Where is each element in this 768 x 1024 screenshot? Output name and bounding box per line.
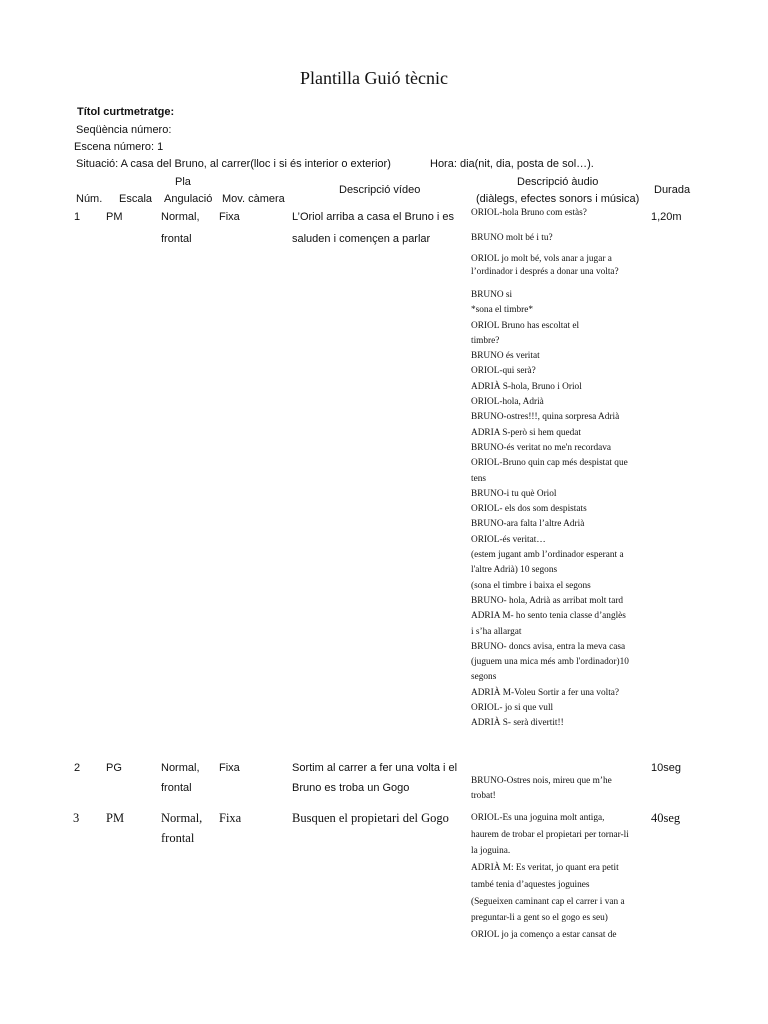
header-escala: Escala: [119, 193, 153, 205]
audio-line: segons: [471, 672, 497, 683]
header-mov: Mov. càmera: [222, 193, 285, 205]
row-video-2: Bruno es troba un Gogo: [292, 782, 410, 794]
header-angulacio: Angulació: [164, 193, 213, 205]
row-mov: Fixa: [219, 211, 240, 223]
row-angulacio-2: frontal: [161, 233, 192, 245]
audio-line: tens: [471, 473, 486, 484]
row-angulacio-2: frontal: [161, 782, 192, 794]
audio-line: BRUNO- hola, Adrià as arribat molt tard: [471, 595, 624, 606]
row-durada: 1,20m: [651, 211, 682, 223]
audio-line: BRUNO- doncs avisa, entra la meva casa: [471, 641, 626, 652]
audio-line: ORIOL-qui serà?: [471, 366, 536, 377]
header-durada: Durada: [654, 184, 691, 196]
audio-line: haurem de trobar el propietari per tornar-li: [471, 829, 629, 840]
row-video-1: Sortim al carrer a fer una volta i el: [292, 762, 458, 774]
row-video-1: L’Oriol arriba a casa el Bruno i es: [292, 211, 455, 223]
audio-line: ORIOL-hola, Adrià: [471, 397, 544, 408]
audio-line: ORIOL jo ja començo a estar cansat de: [471, 929, 617, 940]
audio-line: l’ordinador i després a donar una volta?: [471, 266, 619, 277]
audio-line: ORIOL- jo si que vull: [471, 703, 554, 714]
row-angulacio-1: Normal,: [161, 811, 203, 825]
audio-line: ORIOL-Bruno quin cap més despistat que: [471, 458, 628, 469]
audio-line: BRUNO-Ostres nois, mireu que m’he: [471, 776, 612, 786]
escena-label: Escena número: 1: [74, 141, 164, 153]
audio-line: ORIOL-hola Bruno com estàs?: [471, 208, 587, 218]
audio-line: ADRIÀ S-hola, Bruno i Oriol: [471, 381, 582, 392]
row-audio-b: [471, 231, 653, 246]
row-angulacio-1: Normal,: [161, 211, 200, 223]
audio-line: també tenia d’aquestes joguines: [471, 879, 590, 890]
row-video-1: Busquen el propietari del Gogo: [292, 811, 449, 825]
header-pla: Pla: [175, 176, 191, 188]
header-audio-2: (diàlegs, efectes sonors i música): [476, 193, 640, 205]
titol-label: Títol curtmetratge:: [77, 106, 175, 118]
audio-line: l'altre Adrià) 10 segons: [471, 565, 558, 576]
row-durada: 40seg: [651, 811, 681, 825]
audio-line: ORIOL-Es una joguina molt antiga,: [471, 813, 605, 823]
row-num: 1: [74, 211, 81, 223]
row-video-2: saluden i començen a parlar: [292, 233, 431, 245]
audio-line: i s’ha allargat: [471, 626, 522, 637]
hora-label: Hora: dia(nit, dia, posta de sol…).: [430, 158, 594, 170]
header-num: Núm.: [76, 193, 103, 205]
row-angulacio-2: frontal: [161, 831, 195, 845]
row-escala: PM: [106, 811, 125, 825]
row-audio: [471, 810, 653, 944]
audio-line: BRUNO-ostres!!!, quina sorpresa Adrià: [471, 412, 620, 423]
sequencia-label: Seqüència número:: [76, 124, 172, 136]
audio-line: (estem jugant amb l’ordinador esperant a: [471, 550, 624, 561]
audio-line: (sona el timbre i baixa el segons: [471, 580, 591, 591]
row-audio-d: [471, 288, 653, 732]
audio-line: BRUNO-és veritat no me'n recordava: [471, 442, 612, 453]
audio-line: (juguem una mica més amb l'ordinador)10: [471, 657, 629, 668]
audio-line: BRUNO-i tu què Oriol: [471, 488, 557, 499]
row-audio-a: [471, 206, 653, 221]
audio-line: la joguina.: [471, 846, 511, 857]
situacio-label: Situació: A casa del Bruno, al carrer(lloc i si és interior o exterior): [76, 158, 391, 170]
row-num: 3: [73, 811, 80, 825]
audio-line: ADRIÀ M: Es veritat, jo quant era petit: [471, 863, 619, 874]
audio-line: (Segueixen caminant cap el carrer i van a: [471, 896, 625, 907]
audio-line: preguntar-li a gent so el gogo es seu): [471, 913, 608, 924]
audio-line: ADRIÀ M-Voleu Sortir a fer una volta?: [471, 687, 620, 698]
audio-line: ADRIA M- ho sento tenia classe d’anglès: [471, 611, 626, 622]
row-audio-c: [471, 253, 653, 278]
row-mov: Fixa: [219, 762, 240, 774]
audio-line: BRUNO és veritat: [471, 351, 540, 362]
audio-line: *sona el timbre*: [471, 305, 533, 316]
audio-line: BRUNO si: [471, 290, 513, 300]
row-mov: Fixa: [219, 811, 242, 825]
audio-line: trobat!: [471, 791, 496, 802]
header-audio-1: Descripció àudio: [517, 176, 599, 188]
audio-line: ORIOL-és veritat…: [471, 534, 546, 545]
audio-line: ORIOL Bruno has escoltat el: [471, 320, 580, 331]
audio-line: ORIOL- els dos som despistats: [471, 504, 587, 515]
audio-line: BRUNO-ara falta l’altre Adrià: [471, 519, 585, 530]
header-video: Descripció vídeo: [339, 184, 421, 196]
audio-line: ADRIA S-però si hem quedat: [471, 427, 581, 438]
row-escala: PM: [106, 211, 123, 223]
row-escala: PG: [106, 762, 122, 774]
row-angulacio-1: Normal,: [161, 762, 200, 774]
row-num: 2: [74, 762, 81, 774]
audio-line: ORIOL jo molt bé, vols anar a jugar a: [471, 254, 612, 264]
row-durada: 10seg: [651, 762, 681, 774]
page-title: Plantilla Guió tècnic: [300, 68, 448, 88]
audio-line: BRUNO molt bé i tu?: [471, 233, 553, 243]
audio-line: timbre?: [471, 335, 500, 346]
row-audio: [471, 774, 653, 805]
audio-line: ADRIÀ S- serà divertit!!: [471, 718, 564, 729]
